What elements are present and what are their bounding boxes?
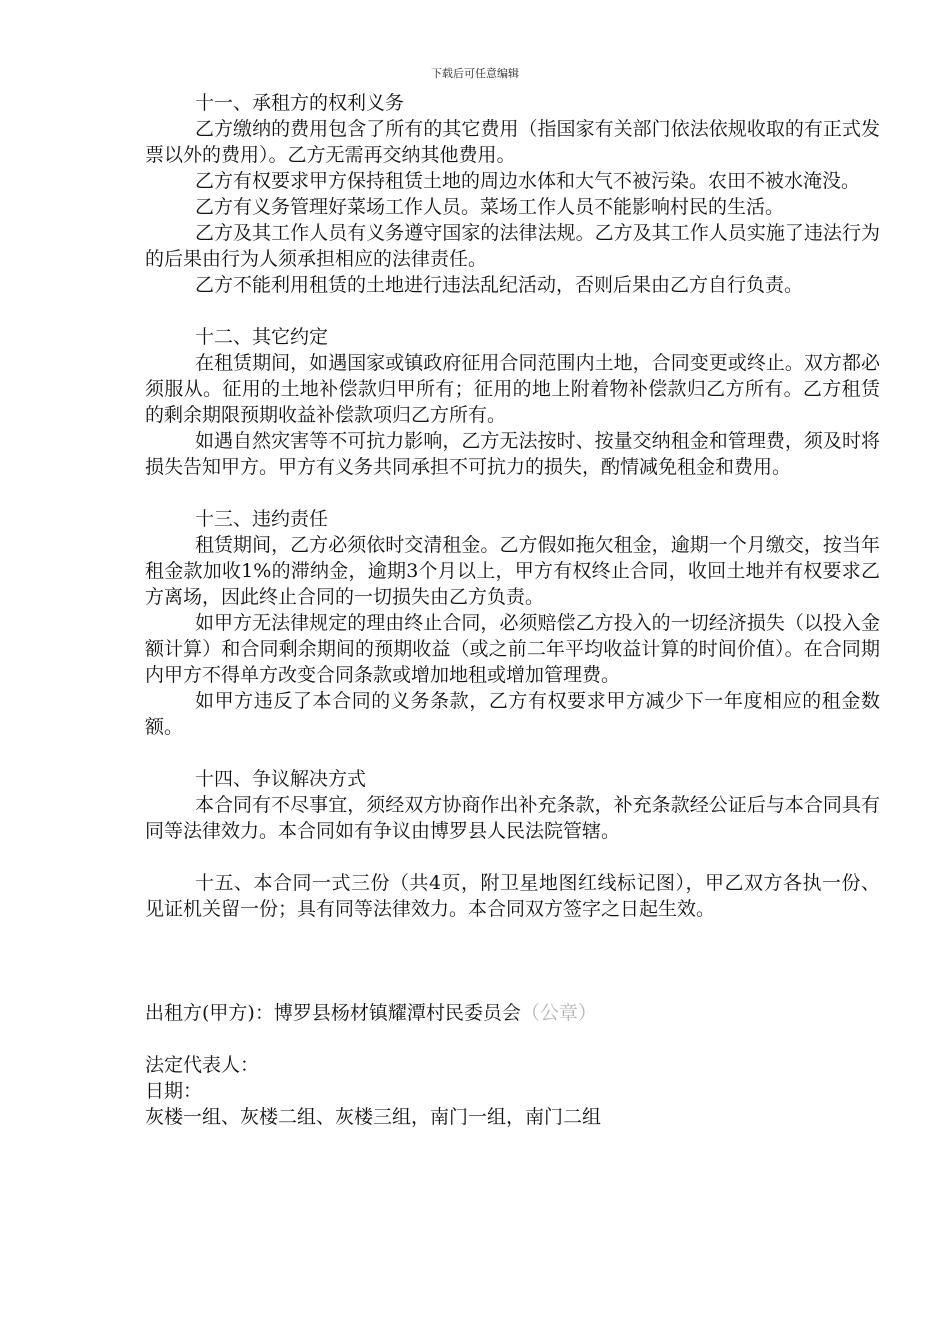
lessor-name: 出租方(甲方)：博罗县杨材镇耀潭村民委员会	[145, 1002, 521, 1024]
spacer	[145, 298, 880, 324]
page-header: 下载后可任意编辑	[431, 67, 519, 80]
spacer	[145, 1026, 880, 1052]
section-11-paragraph-3: 乙方有义务管理好菜场工作人员。菜场工作人员不能影响村民的生活。	[195, 196, 785, 218]
section-14-paragraph-1: 本合同有不尽事宜，须经双方协商作出补充条款，补充条款经公证后与本合同具有同等法律效力。本合同如有争议由博罗县人民法院管辖。	[145, 794, 880, 842]
section-12-paragraph-2: 如遇自然灾害等不可抗力影响，乙方无法按时、按量交纳租金和管理费，须及时将损失告知甲方。甲方有义务共同承担不可抗力的损失，酌情减免租金和费用。	[145, 430, 880, 478]
contract-body	[145, 90, 880, 1130]
section-11-paragraph-4: 乙方及其工作人员有义务遵守国家的法律法规。乙方及其工作人员实施了违法行为的后果由行为人须承担相应的法律责任。	[145, 222, 880, 270]
section-12-title: 十二、其它约定	[195, 326, 329, 348]
spacer	[145, 974, 880, 1000]
section-13-paragraph-2: 如甲方无法律规定的理由终止合同，必须赔偿乙方投入的一切经济损失（以投入金额计算）和合同剩余期间的预期收益（或之前二年平均收益计算的时间价值）。在合同期内甲方不得单方改变合同条款或增加地租或增加管理费。	[145, 612, 880, 686]
legal-representative-line: 法定代表人：	[145, 1054, 260, 1076]
section-13-paragraph-3: 如甲方违反了本合同的义务条款，乙方有权要求甲方减少下一年度相应的租金数额。	[145, 690, 880, 738]
groups-line: 灰楼一组、灰楼二组、灰楼三组，南门一组，南门二组	[145, 1106, 602, 1128]
date-line: 日期：	[145, 1080, 203, 1102]
section-11-paragraph-5: 乙方不能利用租赁的土地进行违法乱纪活动，否则后果由乙方自行负责。	[195, 274, 804, 296]
spacer	[145, 740, 880, 766]
spacer	[145, 480, 880, 506]
section-13-title: 十三、违约责任	[195, 508, 329, 530]
spacer	[145, 844, 880, 870]
section-15-paragraph-1: 十五、本合同一式三份（共4页，附卫星地图红线标记图），甲乙双方各执一份、见证机关留一份；具有同等法律效力。本合同双方签字之日起生效。	[145, 872, 880, 920]
section-12-paragraph-1: 在租赁期间，如遇国家或镇政府征用合同范围内土地，合同变更或终止。双方都必须服从。征用的土地补偿款归甲所有；征用的地上附着物补偿款归乙方所有。乙方租赁的剩余期限预期收益补偿款项归乙方所有。	[145, 352, 880, 426]
section-11-paragraph-2: 乙方有权要求甲方保持租赁土地的周边水体和大气不被污染。农田不被水淹没。	[195, 170, 861, 192]
section-13-paragraph-1: 租赁期间，乙方必须依时交清租金。乙方假如拖欠租金，逾期一个月缴交，按当年租金款加收1%的滞纳金，逾期3个月以上，甲方有权终止合同，收回土地并有权要求乙方离场，因此终止合同的一切损失由乙方负责。	[145, 534, 880, 608]
spacer	[145, 922, 880, 974]
lessor-line	[145, 1000, 880, 1026]
section-11-title: 十一、承租方的权利义务	[195, 92, 405, 114]
section-11-paragraph-1: 乙方缴纳的费用包含了所有的其它费用（指国家有关部门依法依规收取的有正式发票以外的费用）。乙方无需再交纳其他费用。	[145, 118, 880, 166]
seal-placeholder: （公章）	[520, 1002, 597, 1024]
section-14-title: 十四、争议解决方式	[195, 768, 367, 790]
